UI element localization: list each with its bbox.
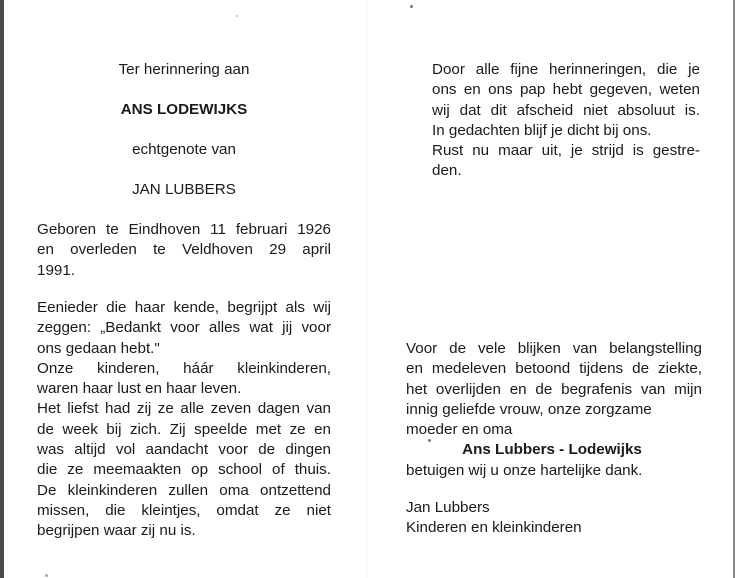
birth-death-paragraph: [37, 220, 331, 281]
text-line: waren haar lust en haar leven.: [37, 380, 242, 398]
remembrance-paragraph: [37, 298, 331, 542]
text-line: was altijd vol aandacht voor de dingen: [37, 441, 331, 459]
death-line: en overleden te Veldhoven 29 april: [37, 241, 331, 259]
death-year-line: 1991.: [37, 261, 76, 279]
signature-line: Kinderen en kleinkinderen: [406, 519, 582, 537]
spouse-name: JAN LUBBERS: [132, 181, 236, 198]
text-line: Onze kinderen, háár kleinkinderen,: [37, 359, 331, 377]
text-line: De kleinkinderen zullen oma ontzettend: [37, 481, 331, 499]
poem-line: Door alle fijne herinneringen, die je: [432, 61, 700, 78]
poem-paragraph: [432, 60, 700, 182]
poem-line: In gedachten blijf je dicht bij ons.: [432, 121, 652, 139]
text-line: zeggen: „Bedankt voor alles wat jij voor: [37, 319, 331, 337]
thanks-line: Voor de vele blijken van belangstelling: [406, 340, 702, 357]
deceased-name: ANS LODEWIJKS: [120, 101, 248, 118]
thanks-closing: betuigen wij u onze hartelijke dank.: [406, 461, 643, 479]
text-line: Eenieder die haar kende, begrijpt als wij: [37, 299, 331, 316]
spouse-label: echtgenote van: [132, 141, 236, 158]
text-line: begrijpen waar zij nu is.: [37, 522, 196, 540]
card-fold: [366, 0, 367, 578]
poem-line: wij dat dit afscheid niet absoluut is.: [432, 101, 700, 119]
thanks-paragraph: [406, 339, 702, 481]
text-line: missen, die kleintjes, omdat ze niet: [37, 501, 331, 519]
signature-block: [406, 498, 702, 539]
birth-line: Geboren te Eindhoven 11 februari 1926: [37, 221, 331, 238]
text-line: Het liefst had zij ze alle zeven dagen van: [37, 400, 331, 418]
speck-mark: [410, 5, 413, 8]
speck-mark: [45, 574, 48, 577]
signature-line: Jan Lubbers: [406, 499, 490, 516]
poem-line: ons en ons pap hebt gegeven, weten: [432, 81, 700, 99]
poem-line: den.: [432, 162, 462, 180]
text-line: ons gedaan hebt.": [37, 339, 160, 357]
memorial-heading: Ter herinnering aan: [118, 61, 250, 78]
thanks-name: Ans Lubbers - Lodewijks: [462, 441, 642, 459]
thanks-line: moeder en oma: [406, 421, 513, 439]
thanks-line: het overlijden en de begrafenis van mijn: [406, 380, 702, 398]
poem-line: Rust nu maar uit, je strijd is gestre-: [432, 142, 700, 160]
text-line: de week bij zich. Zij speelde met ze en: [37, 420, 331, 438]
text-line: die ze meemaakten op school of thuis.: [37, 461, 331, 479]
thanks-line: en medeleven betoond tijdens de ziekte,: [406, 360, 702, 378]
speck-mark: [236, 15, 238, 17]
thanks-line: innig geliefde vrouw, onze zorgzame: [406, 400, 652, 418]
card-left-edge: [0, 0, 4, 578]
